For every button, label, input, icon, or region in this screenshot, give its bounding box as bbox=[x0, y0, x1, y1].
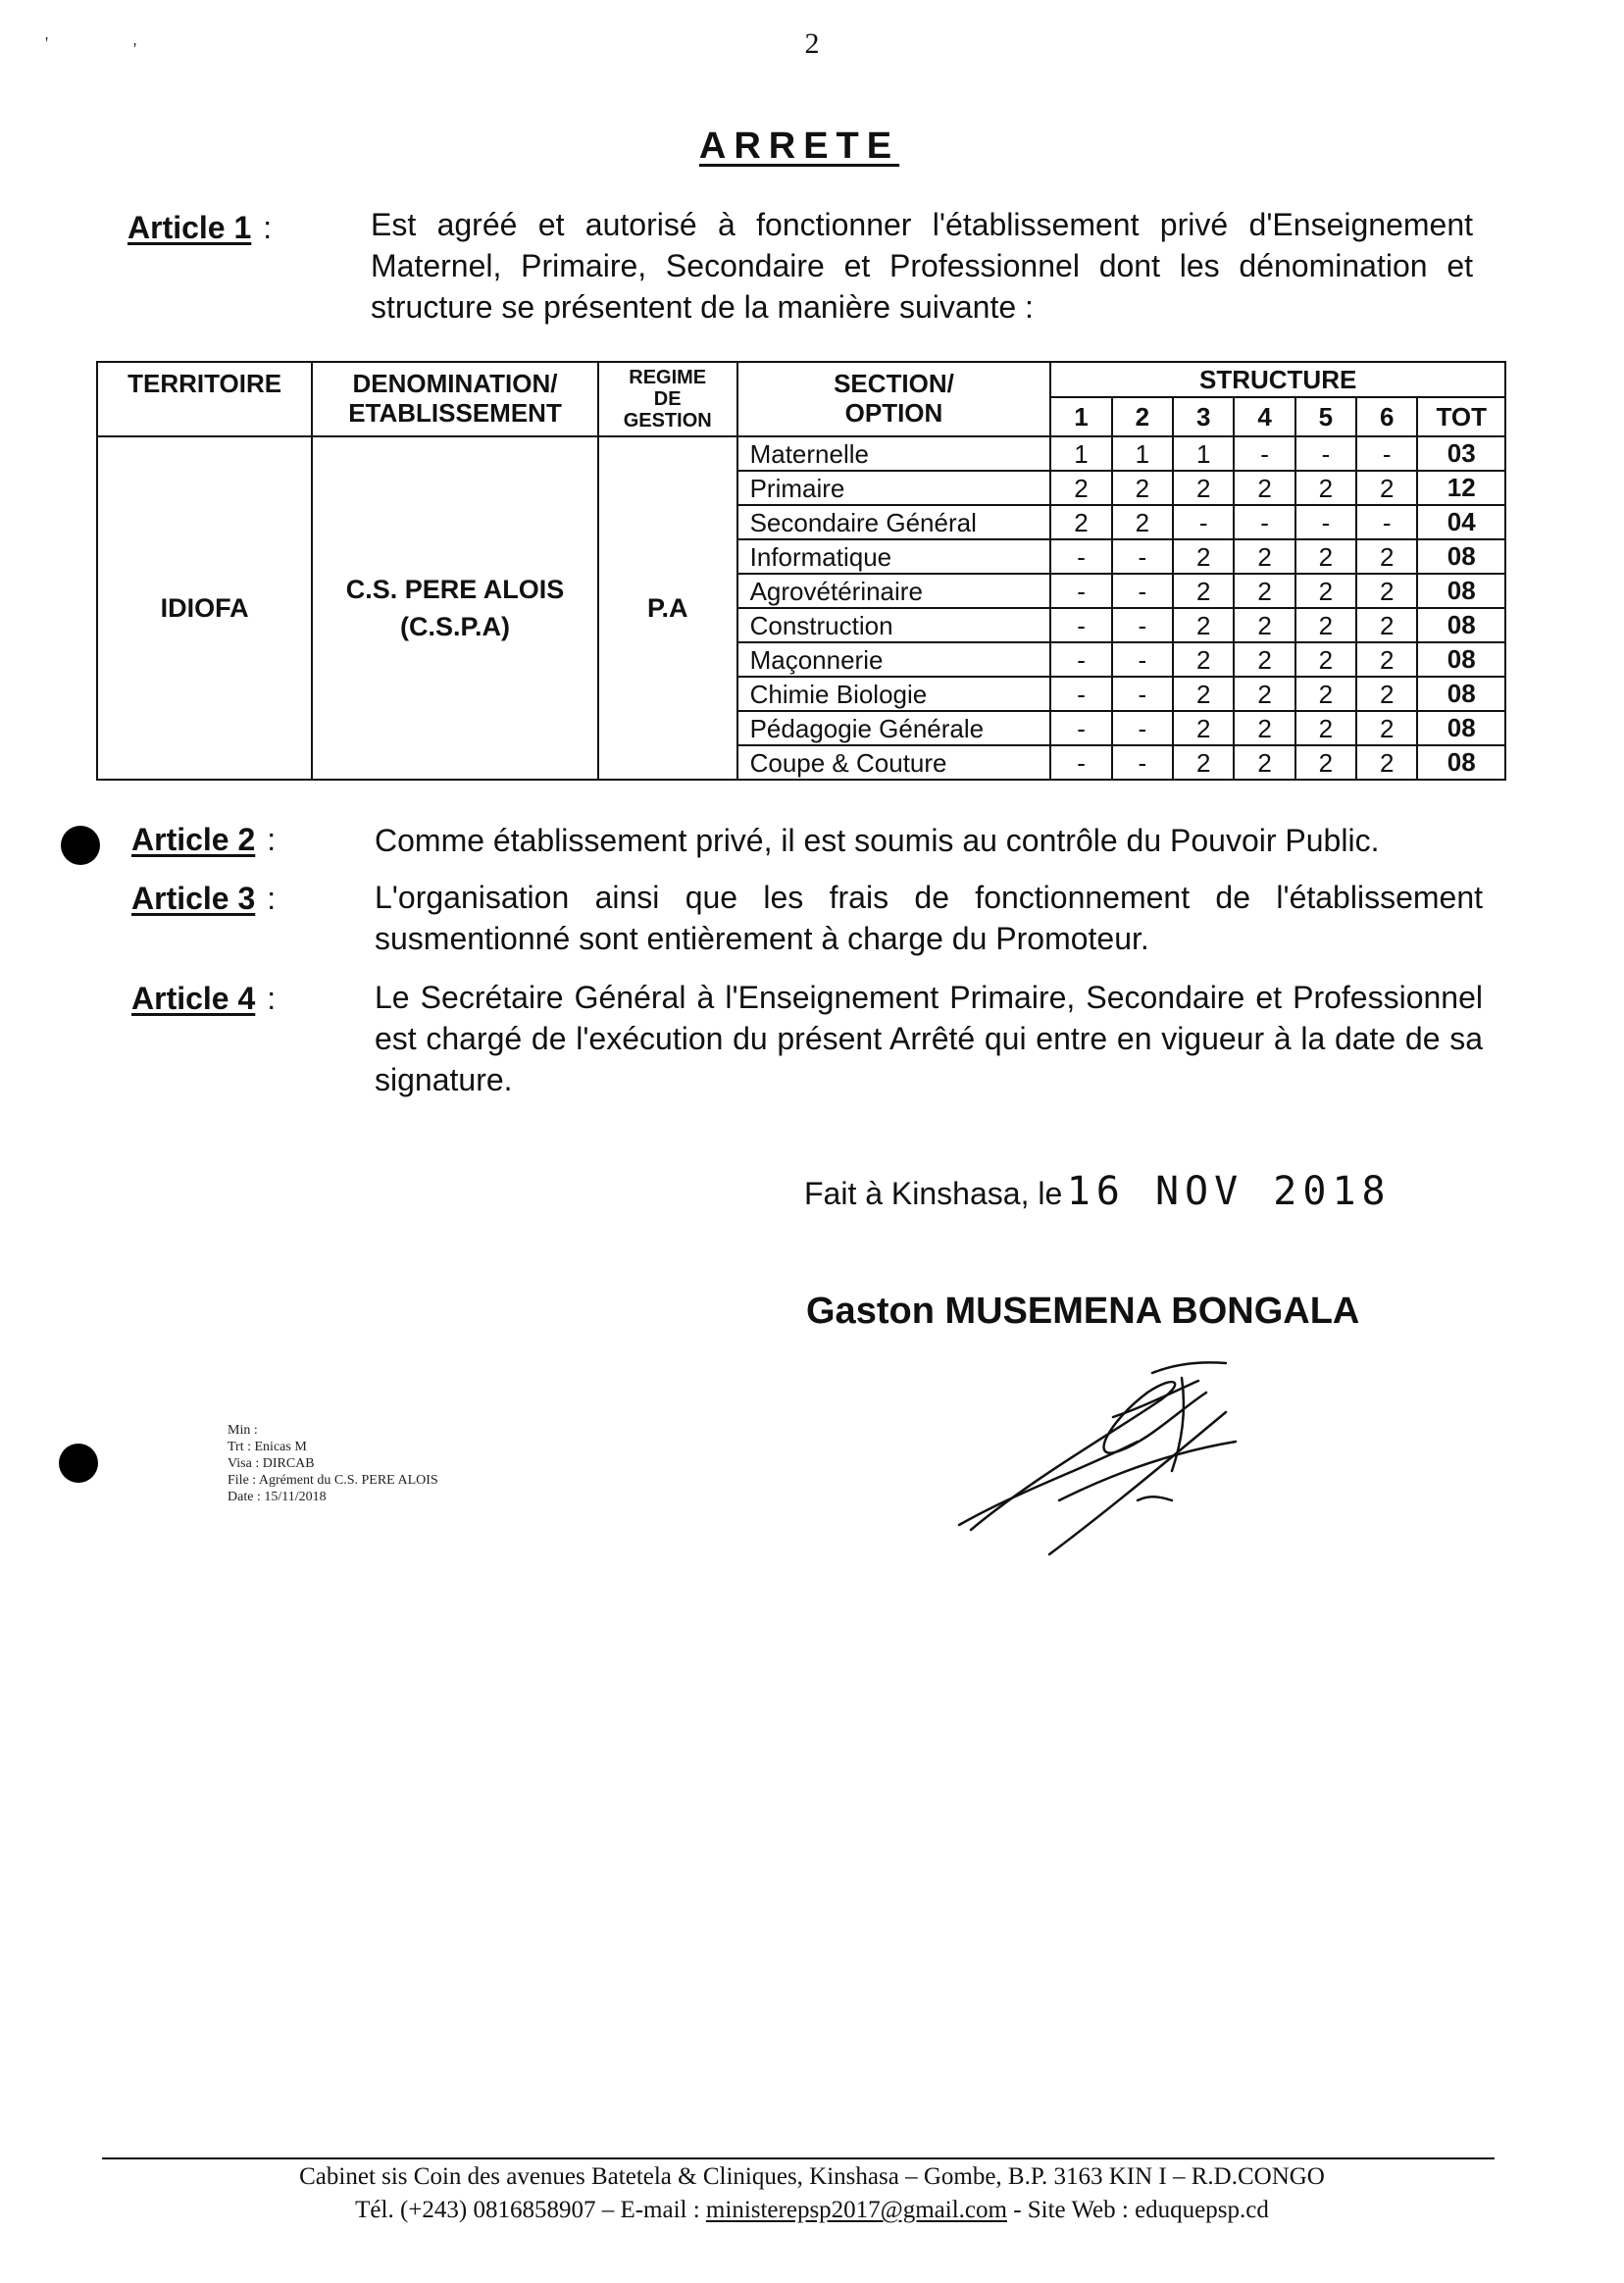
header-level: 5 bbox=[1295, 397, 1356, 436]
level-cell: 2 bbox=[1356, 608, 1417, 642]
article-2-text: Comme établissement privé, il est soumis au contrôle du Pouvoir Public. bbox=[375, 823, 1380, 858]
initials-block bbox=[228, 1422, 438, 1505]
level-cell: 2 bbox=[1173, 677, 1234, 711]
page-number: 2 bbox=[804, 27, 820, 60]
article-1-heading bbox=[127, 210, 272, 246]
level-cell: 2 bbox=[1295, 539, 1356, 574]
header-regime: REGIME DE GESTION bbox=[598, 362, 737, 436]
level-cell: - bbox=[1173, 505, 1234, 539]
initials-line: File : Agrément du C.S. PERE ALOIS bbox=[228, 1473, 438, 1488]
header-level: 2 bbox=[1112, 397, 1173, 436]
total-cell: 08 bbox=[1417, 677, 1505, 711]
article-colon: : bbox=[267, 981, 277, 1016]
footer-email-link[interactable]: ministerepsp2017@gmail.com bbox=[705, 2197, 1007, 2223]
level-cell: 2 bbox=[1295, 608, 1356, 642]
level-cell: - bbox=[1295, 505, 1356, 539]
option-cell: Agrovétérinaire bbox=[737, 574, 1051, 608]
option-cell: Secondaire Général bbox=[737, 505, 1051, 539]
level-cell: 2 bbox=[1234, 642, 1294, 677]
etablissement-sigle: (C.S.P.A) bbox=[399, 612, 511, 641]
level-cell: 2 bbox=[1295, 745, 1356, 780]
level-cell: 2 bbox=[1234, 471, 1294, 505]
total-cell: 08 bbox=[1417, 745, 1505, 780]
level-cell: - bbox=[1112, 642, 1173, 677]
article-4-text: Le Secrétaire Général à l'Enseignement Primaire, Secondaire et Professionnel est chargé de l'exécution du présent Arrêté qui entre en vigueur à la date de sa signature. bbox=[375, 980, 1483, 1097]
article-3-heading bbox=[131, 881, 276, 917]
margin-mark: ' bbox=[133, 39, 137, 59]
option-cell: Primaire bbox=[737, 471, 1051, 505]
option-cell: Maçonnerie bbox=[737, 642, 1051, 677]
option-cell: Maternelle bbox=[737, 436, 1051, 471]
level-cell: - bbox=[1112, 608, 1173, 642]
article-label: Article 4 bbox=[131, 981, 256, 1016]
level-cell: 2 bbox=[1234, 677, 1294, 711]
level-cell: 2 bbox=[1234, 711, 1294, 745]
level-cell: 2 bbox=[1295, 471, 1356, 505]
article-2-heading bbox=[131, 822, 276, 858]
level-cell: 2 bbox=[1356, 471, 1417, 505]
etablissement-cell bbox=[312, 436, 598, 780]
level-cell: 2 bbox=[1295, 677, 1356, 711]
handwritten-signature bbox=[941, 1334, 1314, 1579]
article-1-text: Est agréé et autorisé à fonctionner l'établissement privé d'Enseignement Maternel, Primaire, Secondaire et Professionnel dont les dénomination et structure se présentent de la manière suivante : bbox=[371, 207, 1473, 325]
option-cell: Coupe & Couture bbox=[737, 745, 1051, 780]
level-cell: 2 bbox=[1173, 471, 1234, 505]
level-cell: 2 bbox=[1173, 574, 1234, 608]
level-cell: - bbox=[1050, 711, 1111, 745]
hole-punch-mark bbox=[61, 826, 100, 865]
etablissement-name: C.S. PERE ALOIS bbox=[345, 575, 565, 604]
option-cell: Pédagogie Générale bbox=[737, 711, 1051, 745]
header-level: 4 bbox=[1234, 397, 1294, 436]
initials-line: Trt : Enicas M bbox=[228, 1440, 307, 1454]
level-cell: - bbox=[1112, 745, 1173, 780]
level-cell: 2 bbox=[1356, 642, 1417, 677]
total-cell: 08 bbox=[1417, 574, 1505, 608]
level-cell: - bbox=[1356, 505, 1417, 539]
header-level: 3 bbox=[1173, 397, 1234, 436]
hole-punch-mark bbox=[59, 1444, 98, 1483]
article-label: Article 1 bbox=[127, 210, 252, 245]
level-cell: 1 bbox=[1050, 436, 1111, 471]
footer-contact bbox=[0, 2197, 1624, 2224]
regime-cell: P.A bbox=[598, 436, 737, 780]
place-prefix: Fait à Kinshasa, le bbox=[804, 1176, 1063, 1211]
footer-tel: Tél. (+243) 0816858907 – E-mail : bbox=[355, 2197, 700, 2223]
level-cell: - bbox=[1234, 505, 1294, 539]
level-cell: 2 bbox=[1356, 677, 1417, 711]
level-cell: 2 bbox=[1356, 539, 1417, 574]
level-cell: - bbox=[1050, 642, 1111, 677]
total-cell: 08 bbox=[1417, 711, 1505, 745]
header-level: 1 bbox=[1050, 397, 1111, 436]
level-cell: 2 bbox=[1173, 608, 1234, 642]
initials-line: Min : bbox=[228, 1423, 258, 1438]
territoire-cell: IDIOFA bbox=[97, 436, 312, 780]
footer-address: Cabinet sis Coin des avenues Batetela & Cliniques, Kinshasa – Gombe, B.P. 3163 KIN I – R.D.CONGO bbox=[299, 2163, 1325, 2190]
header-level: 6 bbox=[1356, 397, 1417, 436]
level-cell: 2 bbox=[1050, 505, 1111, 539]
level-cell: 1 bbox=[1112, 436, 1173, 471]
level-cell: - bbox=[1112, 539, 1173, 574]
level-cell: - bbox=[1356, 436, 1417, 471]
header-total: TOT bbox=[1417, 397, 1505, 436]
header-denomination: DENOMINATION/ ETABLISSEMENT bbox=[312, 362, 598, 436]
total-cell: 12 bbox=[1417, 471, 1505, 505]
footer-website: - Site Web : eduquepsp.cd bbox=[1013, 2197, 1269, 2223]
level-cell: - bbox=[1295, 436, 1356, 471]
header-section: SECTION/ OPTION bbox=[737, 362, 1051, 436]
initials-line: Date : 15/11/2018 bbox=[228, 1490, 327, 1504]
initials-line: Visa : DIRCAB bbox=[228, 1456, 315, 1471]
document-title: ARRETE bbox=[698, 126, 900, 167]
level-cell: 2 bbox=[1112, 471, 1173, 505]
structure-table bbox=[96, 361, 1506, 781]
level-cell: 2 bbox=[1234, 745, 1294, 780]
header-structure: STRUCTURE bbox=[1050, 362, 1505, 397]
level-cell: - bbox=[1050, 608, 1111, 642]
level-cell: 2 bbox=[1356, 745, 1417, 780]
date-stamp: 16 NOV 2018 bbox=[1066, 1169, 1392, 1214]
header-territoire: TERRITOIRE bbox=[97, 362, 312, 436]
article-label: Article 3 bbox=[131, 881, 256, 916]
level-cell: - bbox=[1234, 436, 1294, 471]
footer-rule bbox=[102, 2157, 1495, 2159]
level-cell: 2 bbox=[1173, 711, 1234, 745]
article-3-text: L'organisation ainsi que les frais de fonctionnement de l'établissement susmentionné sont entièrement à charge du Promoteur. bbox=[375, 880, 1483, 956]
option-cell: Construction bbox=[737, 608, 1051, 642]
total-cell: 03 bbox=[1417, 436, 1505, 471]
level-cell: - bbox=[1050, 539, 1111, 574]
place-and-date bbox=[804, 1169, 1392, 1214]
level-cell: 2 bbox=[1234, 608, 1294, 642]
article-colon: : bbox=[263, 210, 273, 245]
level-cell: - bbox=[1112, 574, 1173, 608]
level-cell: 2 bbox=[1173, 642, 1234, 677]
margin-mark: ' bbox=[45, 33, 49, 53]
level-cell: 2 bbox=[1050, 471, 1111, 505]
level-cell: 2 bbox=[1295, 711, 1356, 745]
article-label: Article 2 bbox=[131, 822, 256, 857]
level-cell: - bbox=[1050, 574, 1111, 608]
level-cell: 2 bbox=[1295, 642, 1356, 677]
level-cell: 2 bbox=[1356, 574, 1417, 608]
level-cell: - bbox=[1050, 677, 1111, 711]
level-cell: 2 bbox=[1173, 539, 1234, 574]
article-4-heading bbox=[131, 981, 276, 1017]
total-cell: 08 bbox=[1417, 608, 1505, 642]
level-cell: 2 bbox=[1234, 574, 1294, 608]
level-cell: - bbox=[1112, 677, 1173, 711]
table-row bbox=[97, 436, 1505, 471]
level-cell: - bbox=[1112, 711, 1173, 745]
option-cell: Chimie Biologie bbox=[737, 677, 1051, 711]
level-cell: - bbox=[1050, 745, 1111, 780]
signatory-name: Gaston MUSEMENA BONGALA bbox=[806, 1291, 1360, 1332]
article-colon: : bbox=[267, 822, 277, 857]
level-cell: 2 bbox=[1234, 539, 1294, 574]
level-cell: 2 bbox=[1356, 711, 1417, 745]
article-colon: : bbox=[267, 881, 277, 916]
option-cell: Informatique bbox=[737, 539, 1051, 574]
level-cell: 2 bbox=[1295, 574, 1356, 608]
total-cell: 08 bbox=[1417, 539, 1505, 574]
level-cell: 1 bbox=[1173, 436, 1234, 471]
total-cell: 08 bbox=[1417, 642, 1505, 677]
level-cell: 2 bbox=[1112, 505, 1173, 539]
level-cell: 2 bbox=[1173, 745, 1234, 780]
total-cell: 04 bbox=[1417, 505, 1505, 539]
